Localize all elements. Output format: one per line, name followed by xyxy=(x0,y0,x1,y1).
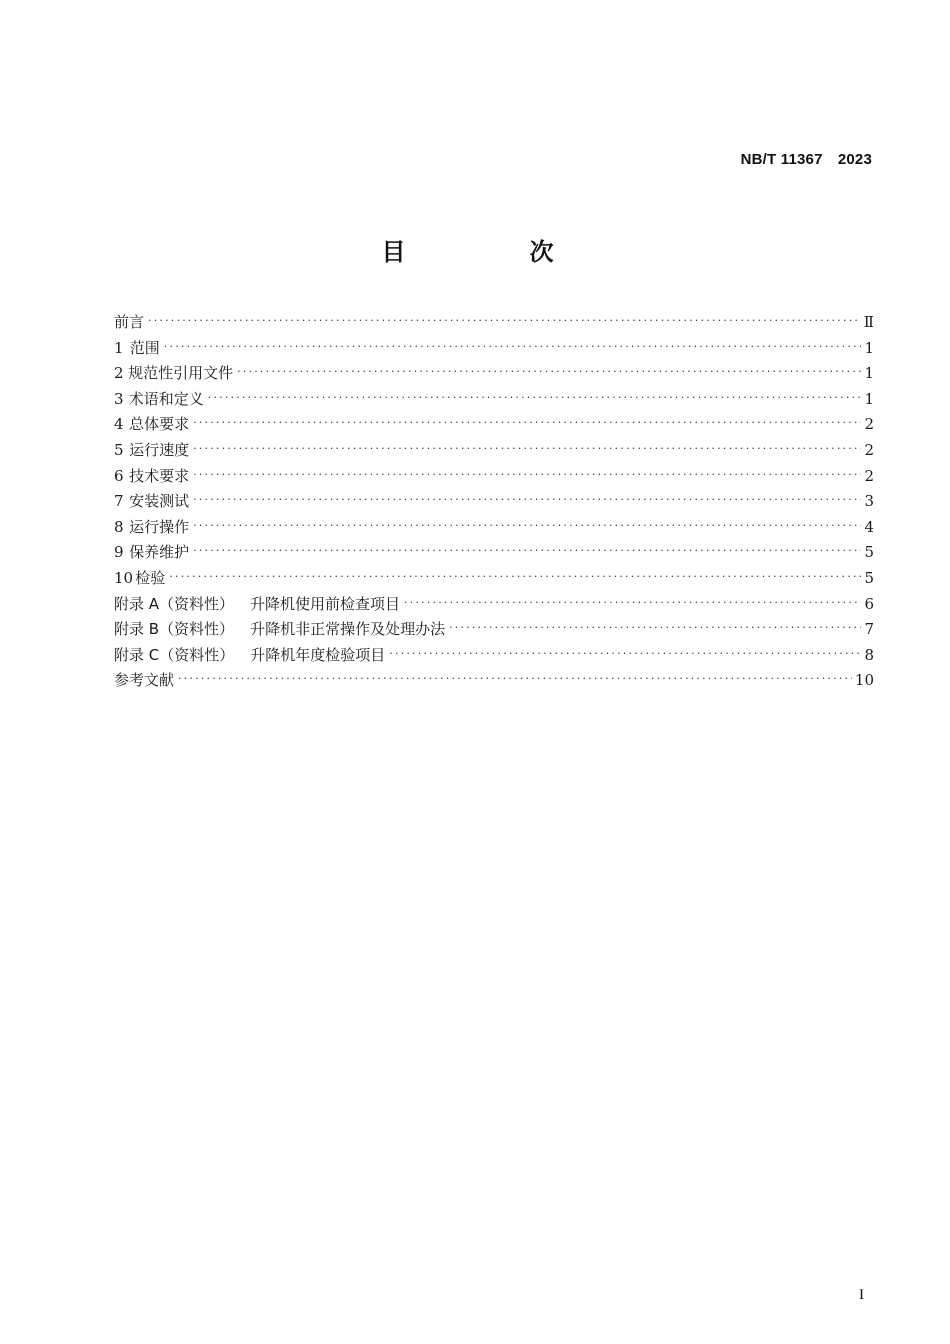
toc-entry-page: 1 xyxy=(864,364,874,383)
toc-leader-dots xyxy=(389,641,861,667)
toc-entry-9[interactable] xyxy=(114,540,874,566)
toc-entry-number: 7 xyxy=(114,492,124,511)
toc-entry-page: 10 xyxy=(854,671,874,690)
toc-entry-page: 5 xyxy=(864,568,874,587)
toc-entry-page: 2 xyxy=(864,440,874,459)
toc-leader-dots xyxy=(193,538,861,564)
toc-entry-label: 总体要求 xyxy=(129,415,190,434)
toc-entry-number: 4 xyxy=(114,415,124,434)
appendix-title: 升降机使用前检查项目 xyxy=(250,594,401,613)
toc-entry-label xyxy=(114,643,385,669)
toc-entry-label: 安装测试 xyxy=(129,492,190,511)
toc-entry-number: 6 xyxy=(114,466,124,485)
toc-entry-page: 7 xyxy=(864,620,874,639)
toc-leader-dots xyxy=(449,615,861,641)
toc-leader-dots xyxy=(193,410,861,436)
table-of-contents xyxy=(114,310,874,694)
toc-entry-number: 9 xyxy=(114,543,124,562)
toc-entry-appendix-a[interactable] xyxy=(114,592,874,618)
toc-entry-number: 2 xyxy=(114,364,124,383)
toc-entry-8[interactable] xyxy=(114,515,874,541)
toc-entry-label: 保养维护 xyxy=(129,543,190,562)
toc-entry-bibliography[interactable] xyxy=(114,668,874,694)
toc-entry-6[interactable] xyxy=(114,464,874,490)
toc-entry-page: 8 xyxy=(864,645,874,664)
page-number: I xyxy=(859,1287,864,1303)
toc-entry-page: 2 xyxy=(864,466,874,485)
toc-entry-page: 1 xyxy=(864,389,874,408)
appendix-title: 升降机非正常操作及处理办法 xyxy=(250,620,446,639)
toc-entry-label: 前言 xyxy=(114,313,145,331)
toc-leader-dots xyxy=(237,359,861,385)
toc-entry-page: 4 xyxy=(864,517,874,536)
toc-entry-page: 3 xyxy=(864,492,874,511)
document-code: NB/T 11367 2023 xyxy=(740,151,872,168)
toc-entry-10[interactable] xyxy=(114,566,874,592)
appendix-designation: 附录 A（资料性） xyxy=(114,594,235,613)
appendix-designation: 附录 C（资料性） xyxy=(114,645,235,664)
toc-leader-dots xyxy=(193,487,861,513)
toc-entry-label: 参考文献 xyxy=(114,671,175,690)
toc-entry-appendix-b[interactable] xyxy=(114,617,874,643)
toc-entry-3[interactable] xyxy=(114,387,874,413)
toc-entry-page: Ⅱ xyxy=(863,313,874,331)
toc-entry-label: 术语和定义 xyxy=(128,389,204,408)
toc-leader-dots xyxy=(193,436,861,462)
toc-entry-page: 2 xyxy=(864,415,874,434)
toc-entry-label xyxy=(114,617,445,643)
toc-entry-number: 3 xyxy=(114,389,124,408)
page-title: 目 次 xyxy=(381,238,604,266)
toc-leader-dots xyxy=(208,385,862,411)
toc-leader-dots xyxy=(169,564,861,590)
toc-entry-label: 运行速度 xyxy=(129,440,190,459)
toc-entry-page: 5 xyxy=(864,543,874,562)
toc-leader-dots xyxy=(178,666,852,692)
toc-entry-appendix-c[interactable] xyxy=(114,643,874,669)
toc-entry-label: 规范性引用文件 xyxy=(128,364,234,383)
toc-entry-number: 5 xyxy=(114,440,124,459)
toc-entry-number: 10 xyxy=(114,568,134,587)
toc-leader-dots xyxy=(193,513,861,539)
toc-entry-5[interactable] xyxy=(114,438,874,464)
toc-leader-dots xyxy=(164,334,862,360)
toc-entry-4[interactable] xyxy=(114,412,874,438)
toc-entry-label: 检验 xyxy=(135,568,166,587)
toc-entry-label: 技术要求 xyxy=(129,466,190,485)
toc-entry-label xyxy=(114,592,400,618)
toc-entry-number: 8 xyxy=(114,517,124,536)
toc-entry-label: 运行操作 xyxy=(129,517,190,536)
toc-entry-1[interactable] xyxy=(114,336,874,362)
toc-entry-7[interactable] xyxy=(114,489,874,515)
toc-entry-label: 范围 xyxy=(129,338,160,357)
toc-leader-dots xyxy=(148,308,861,334)
toc-entry-page: 1 xyxy=(864,338,874,357)
appendix-title: 升降机年度检验项目 xyxy=(250,645,386,664)
toc-leader-dots xyxy=(404,590,861,616)
toc-entry-2[interactable] xyxy=(114,361,874,387)
appendix-designation: 附录 B（资料性） xyxy=(114,620,235,639)
toc-entry-number: 1 xyxy=(114,338,124,357)
toc-entry-page: 6 xyxy=(864,594,874,613)
toc-entry-foreword[interactable] xyxy=(114,310,874,336)
toc-leader-dots xyxy=(193,462,861,488)
